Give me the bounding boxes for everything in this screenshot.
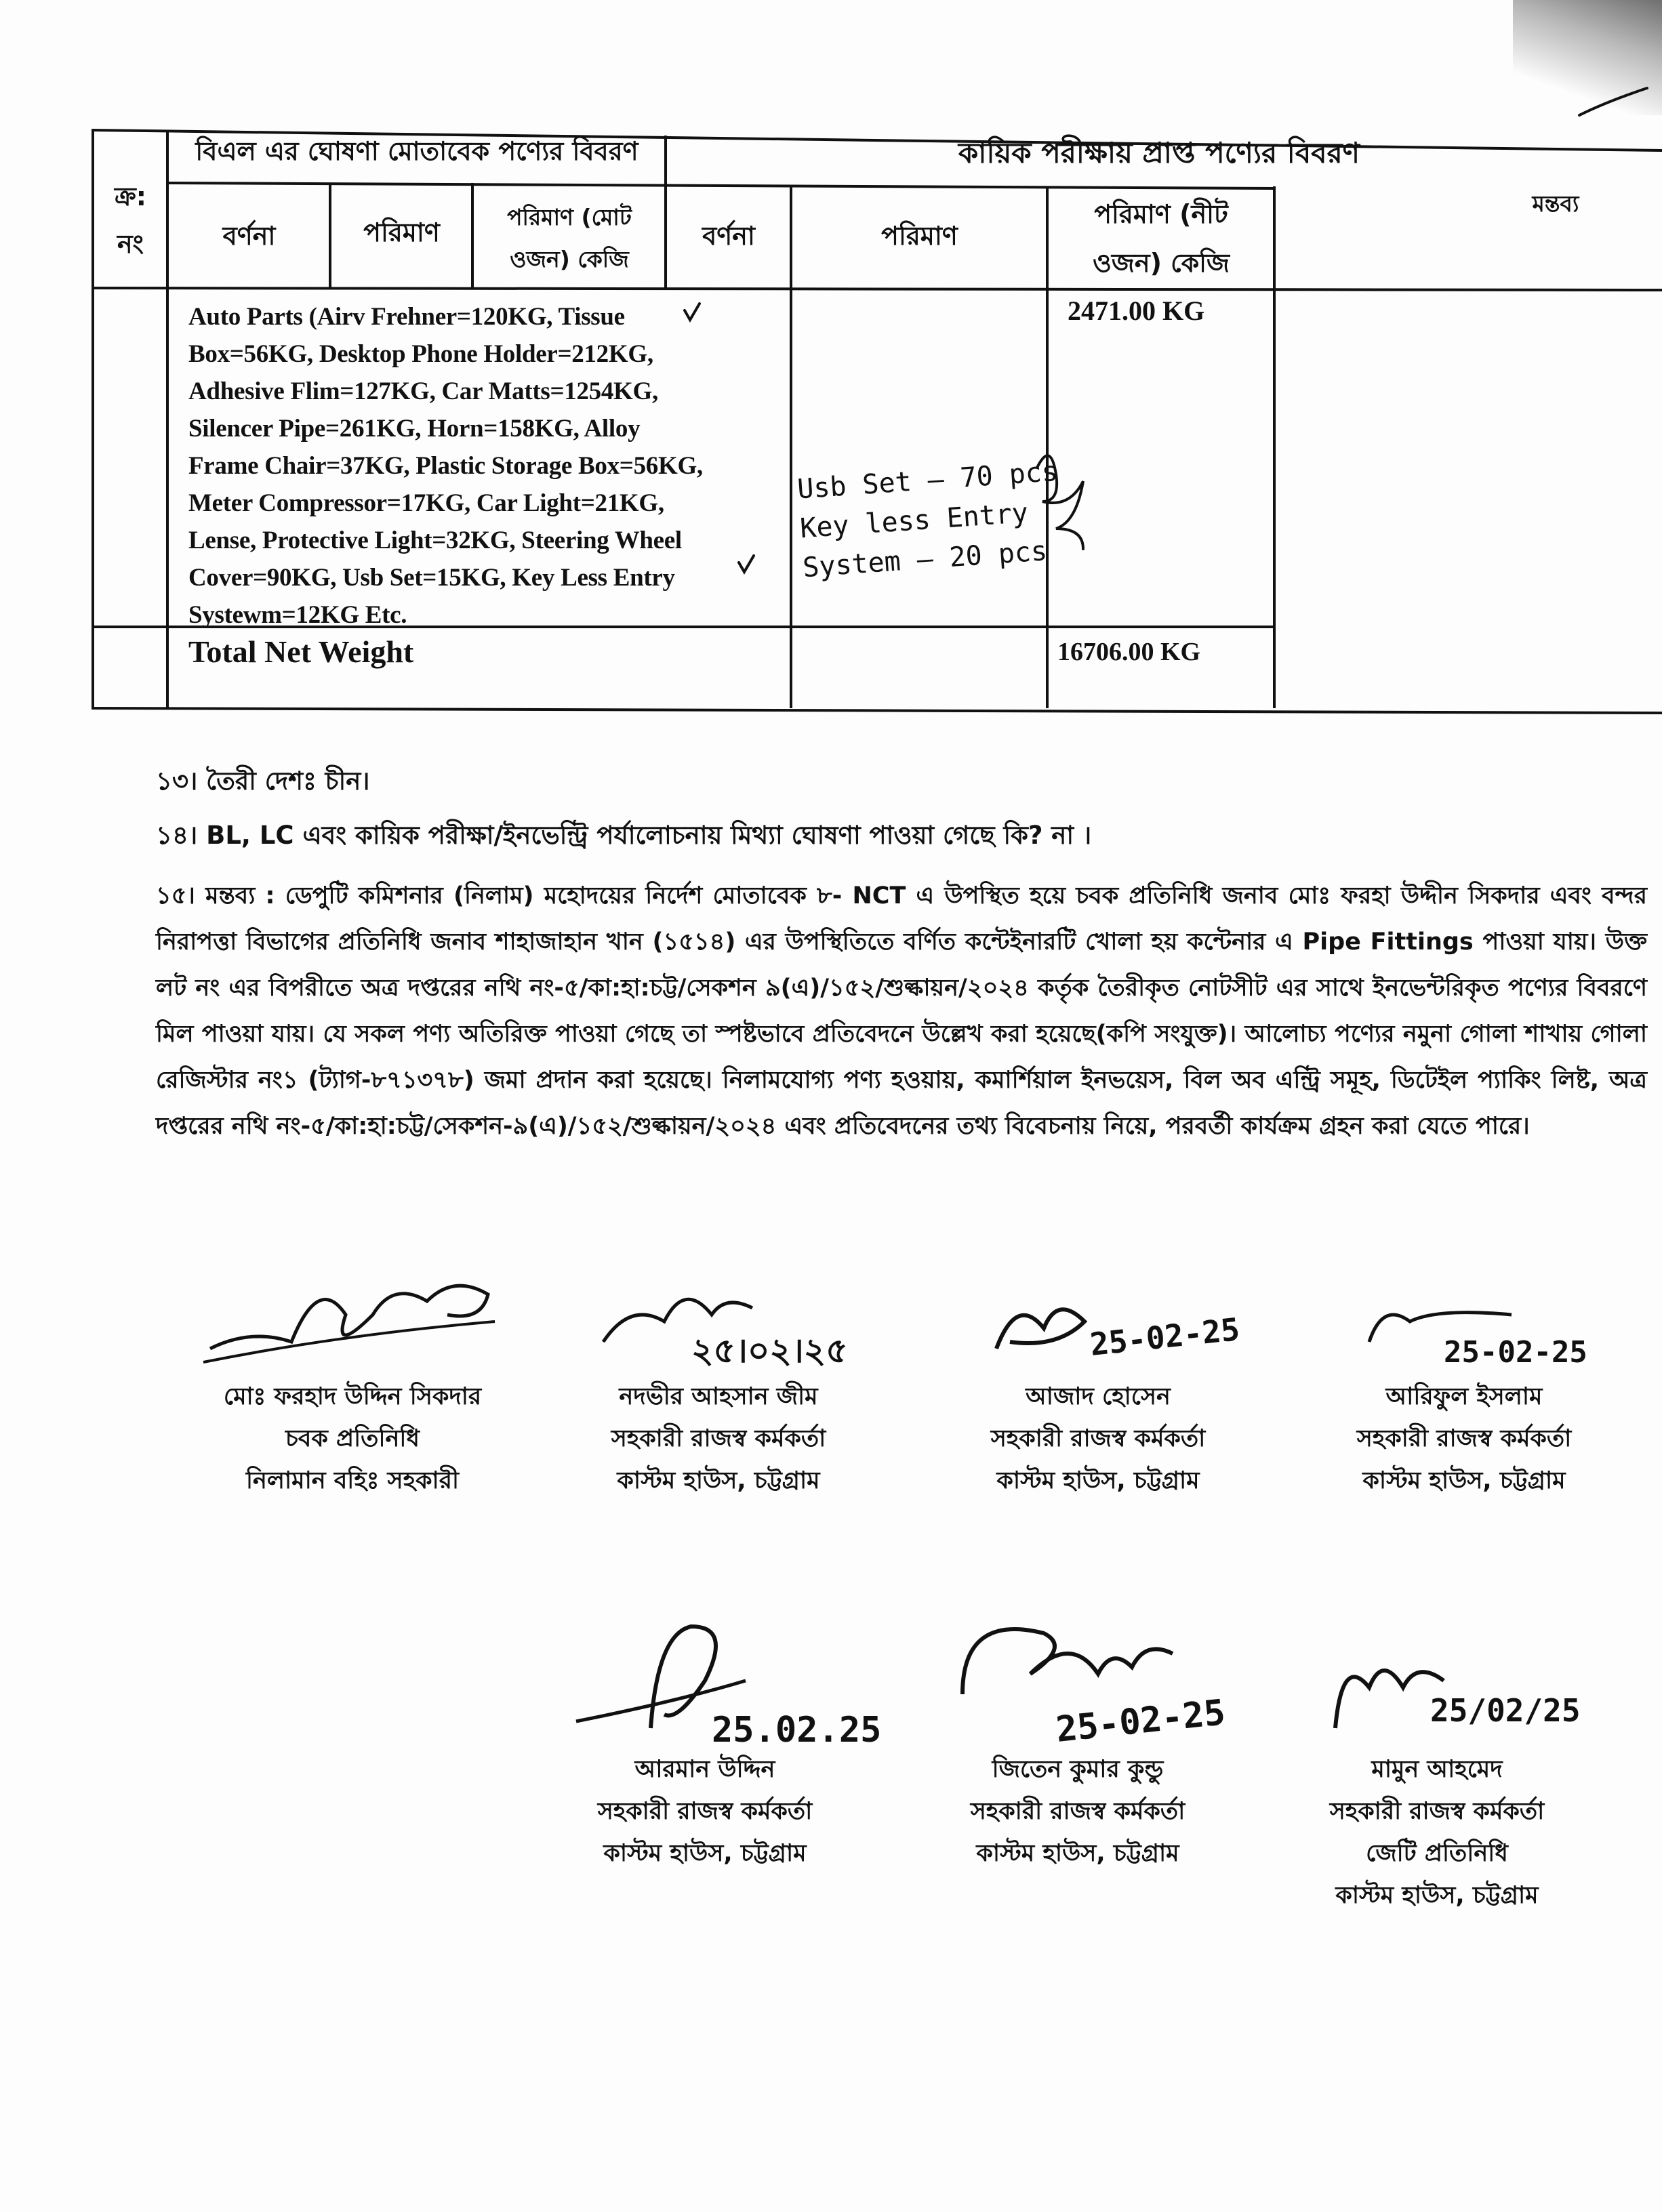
svg-text:25-02-25: 25-02-25 [1444, 1335, 1587, 1370]
signatory-1-title: চবক প্রতিনিধি [285, 1425, 420, 1452]
signatory-6-name: জিতেন কুমার কুন্ডু [992, 1756, 1164, 1783]
header-declared-group: বিএল এর ঘোষণা মোতাবেক পণ্যের বিবরণ [195, 136, 639, 166]
header-serial: ক্র: নং [115, 182, 146, 259]
signature-7 [1281, 1613, 1593, 1748]
signatory-3-title: সহকারী রাজস্ব কর্মকর্তা [990, 1425, 1206, 1452]
paragraph-15-remarks: ১৫। মন্তব্য : ডেপুটি কমিশনার (নিলাম) মহোদয়ের নির্দেশ মোতাবেক ৮- NCT এ উপস্থিত হয়ে চবক প্রতিনিধি জনাব মোঃ ফরহা উদ্দীন সিকদার এবং বন্দর নিরাপত্তা বিভাগের প্রতিনিধি জনাব শাহাজাহান খান (১৫১৪) এর উপস্থিতিতে বর্ণিত কন্টেইনারটি খোলা হয় কন্টেনার এ Pipe Fittings পাওয়া যায়। উক্ত লট নং এর বিপরীতে অত্র দপ্তরের নথি নং-৫/কা:হা:চট্ট/সেকশন ৯(এ)/১৫২/শুল্কায়ন/২০২৪ কর্তৃক তৈরীকৃত নোটসীট এর সাথে ইনভেন্টরিকৃত পণ্যের বিবরণে মিল পাওয়া যায়। যে সকল পণ্য অতিরিক্ত পাওয়া গেছে তা স্পষ্টভাবে প্রতিবেদনে উল্লেখ করা হয়েছে(কপি সংযুক্ত)। আলোচ্য পণ্যের নমুনা গোলা শাখায় গোলা রেজিস্টার নং১ (ট্যাগ-৮৭১৩৭৮) জমা প্রদান করা হয়েছে। নিলামযোগ্য পণ্য হওয়ায়, কমার্শিয়াল ইনভয়েস, বিল অব এন্ট্রি সমূহ, ডিটেইল প্যাকিং লিষ্ট, অত্র দপ্তরের নথি নং-৫/কা:হা:চট্ট/সেকশন-৯(এ)/১৫২/শুল্কায়ন/২০২৪ এবং প্রতিবেদনের তথ্য বিবেচনায় নিয়ে, পরবর্তী কার্যক্রম গ্রহন করা যেতে পারে। [156, 882, 1647, 1140]
paragraph-14-false-declaration: ১৪। BL, LC এবং কায়িক পরীক্ষা/ইনভেন্ট্রি পর্যালোচনায় মিথ্যা ঘোষণা পাওয়া গেছে কি? না । [156, 821, 1092, 850]
signatory-4 [1274, 1274, 1654, 1502]
signatory-1 [142, 1274, 563, 1502]
signatory-6 [888, 1613, 1268, 1875]
signature-3 [942, 1274, 1254, 1376]
signatory-4-office: কাস্টম হাউস, চট্টগ্রাম [1362, 1467, 1566, 1494]
paragraph-13-country-of-origin: ১৩। তৈরী দেশঃ চীন। [156, 766, 370, 796]
signatory-2-office: কাস্টম হাউস, চট্টগ্রাম [617, 1467, 820, 1494]
signature-4 [1308, 1274, 1620, 1376]
signatory-6-title: সহকারী রাজস্ব কর্মকর্তা [970, 1798, 1185, 1825]
signatory-7-extra: জেটি প্রতিনিধি [1366, 1840, 1508, 1867]
signatory-2-name: নদভীর আহসান জীম [619, 1383, 818, 1410]
signatory-2-title: সহকারী রাজস্ব কর্মকর্তা [611, 1425, 826, 1452]
signatory-2 [529, 1274, 908, 1502]
signatory-4-name: আরিফুল ইসলাম [1385, 1383, 1543, 1410]
signatory-7-office: কাস্টম হাউস, চট্টগ্রাম [1335, 1882, 1539, 1909]
signature-5 [549, 1613, 882, 1750]
signatory-7 [1247, 1613, 1627, 1917]
header-declared-quantity: পরিমাণ [363, 218, 440, 247]
signatory-5-name: আরমান উদ্দিন [634, 1756, 775, 1783]
svg-text:25/02/25: 25/02/25 [1430, 1692, 1581, 1729]
svg-text:25.02.25: 25.02.25 [712, 1710, 882, 1750]
signatory-5 [515, 1613, 895, 1875]
declared-goods-description: Auto Parts (Airv Frehner=120KG, Tissue Box=56KG, Desktop Phone Holder=212KG, Adhesive Flim=127KG, Car Matts=1254KG, Silencer Pipe=261KG, Horn=158KG, Alloy Frame Chair=37KG, Plastic Storage Box=56KG, Meter Compressor=17KG, Car Light=21KG, Lense, Protective Light=32KG, Steering Wheel Cover=90KG, Usb Set=15KG, Key Less Entry Systewm=12KG Etc. [188, 303, 703, 629]
signatory-5-title: সহকারী রাজস্ব কর্মকর্তা [597, 1798, 813, 1825]
header-found-quantity: পরিমাণ [881, 221, 958, 251]
signatory-3 [908, 1274, 1288, 1502]
total-net-weight-value: 16706.00 KG [1057, 638, 1201, 666]
header-declared-description: বর্ণনা [222, 221, 276, 251]
signatory-6-office: কাস্টম হাউস, চট্টগ্রাম [976, 1840, 1179, 1867]
header-declared-gross-weight: পরিমাণ (মোট ওজন) কেজি [507, 204, 632, 272]
signatory-3-name: আজাদ হোসেন [1026, 1383, 1171, 1410]
signatory-5-office: কাস্টম হাউস, চট্টগ্রাম [603, 1840, 807, 1867]
signatory-3-office: কাস্টম হাউস, চট্টগ্রাম [996, 1467, 1200, 1494]
signature-6 [922, 1613, 1234, 1748]
signature-2 [563, 1274, 874, 1376]
svg-text:25-02-25: 25-02-25 [1088, 1311, 1242, 1363]
signatory-1-name: মোঃ ফরহাদ উদ্দিন সিকদার [223, 1383, 482, 1410]
total-net-weight-label: Total Net Weight [188, 634, 414, 669]
header-remarks: মন্তব্য [1532, 190, 1579, 217]
handwritten-found-quantity: Usb Set – 70 pcs Key less Entry System – 20 pcs [796, 455, 1059, 584]
svg-text:25-02-25: 25-02-25 [1054, 1692, 1228, 1750]
signatory-7-title: সহকারী রাজস্ব কর্মকর্তা [1329, 1798, 1545, 1825]
signatory-1-office: নিলামান বহিঃ সহকারী [246, 1467, 459, 1494]
header-found-description: বর্ণনা [702, 221, 755, 251]
signatory-7-name: মামুন আহমেদ [1371, 1756, 1503, 1783]
signature-1 [197, 1274, 508, 1376]
signatory-4-title: সহকারী রাজস্ব কর্মকর্তা [1356, 1425, 1572, 1452]
row-net-weight: 2471.00 KG [1068, 295, 1205, 326]
header-examined-group: কায়িক পরীক্ষায় প্রাপ্ত পণ্যের বিবরণ [958, 136, 1360, 169]
header-found-net-weight: পরিমাণ (নীট ওজন) কেজি [1092, 199, 1230, 278]
svg-text:২৫।০২।২৫: ২৫।০২।২৫ [691, 1331, 848, 1370]
